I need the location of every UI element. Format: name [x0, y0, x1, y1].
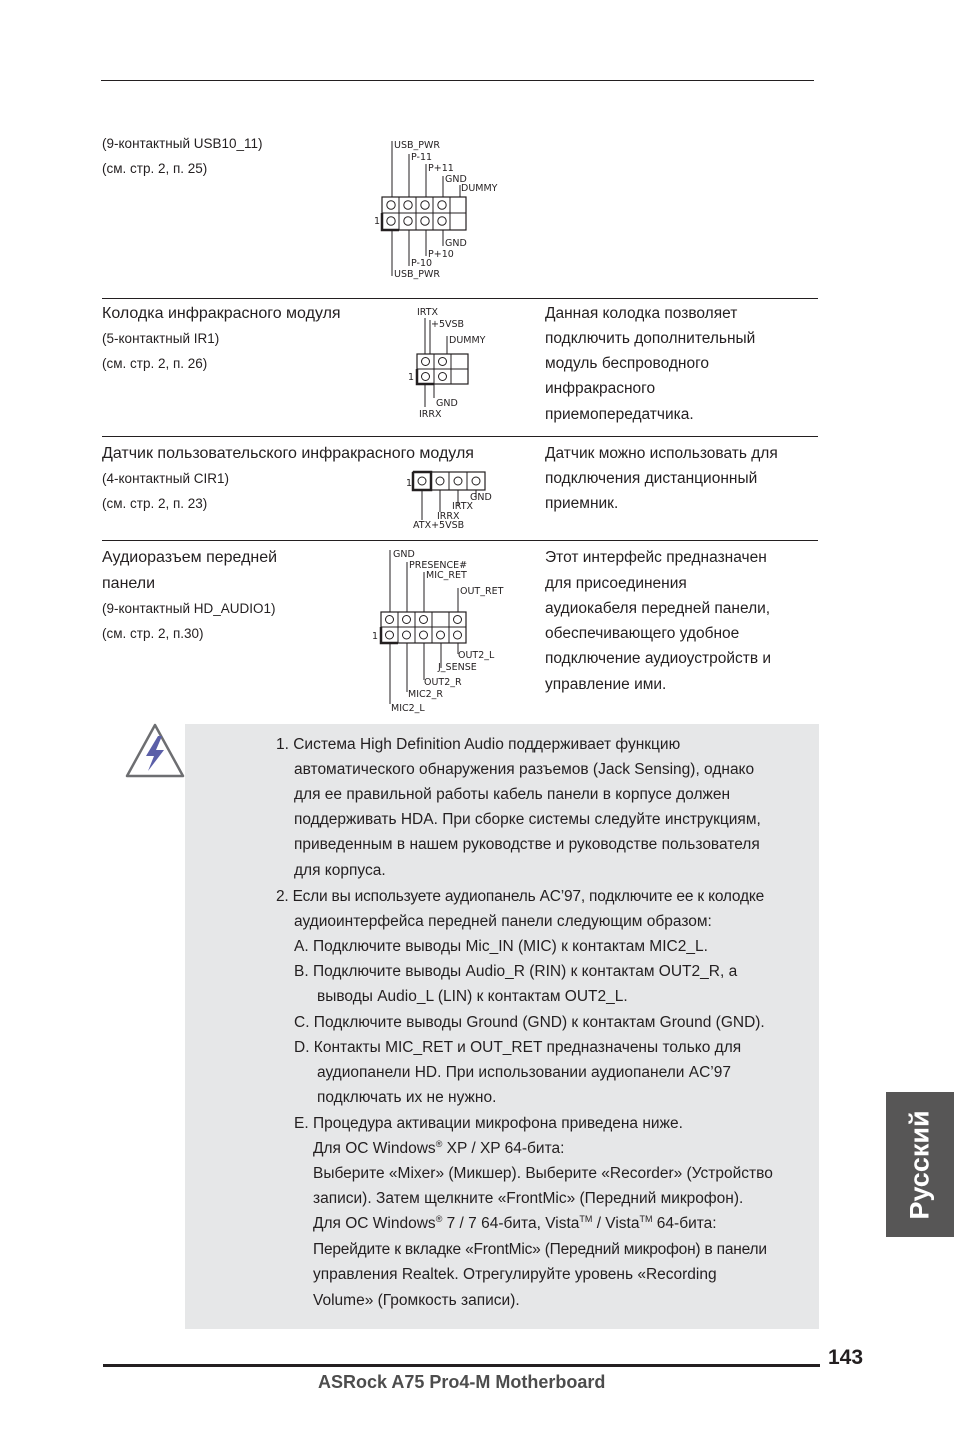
note-1-line-1: 1. Система High Definition Audio поддерживает функцию: [276, 736, 681, 753]
ir-desc-5: приемопередатчика.: [545, 406, 694, 423]
usb-label-gnd-top: GND: [445, 174, 467, 185]
tm-mark: TM: [579, 1213, 593, 1224]
usb-label-dummy: DUMMY: [461, 183, 498, 194]
note-2-e-vista-1: Перейдите к вкладке «FrontMic» (Передний микрофон) в панели: [313, 1241, 767, 1258]
note-2-a: A. Подключите выводы Mic_IN (MIC) к контактам MIC2_L.: [294, 938, 708, 955]
ir-desc-3: модуль беспроводного: [545, 355, 710, 372]
ir-label-dummy: DUMMY: [449, 335, 486, 346]
vista-os-text: Для ОС Windows: [313, 1215, 436, 1232]
usb-label-pin1: 1: [374, 216, 381, 227]
note-2-e-xp-heading: [313, 1136, 564, 1161]
warning-icon: [124, 722, 186, 780]
note-2-e-xp-2: записи). Затем щелкните «FrontMic» (Передний микрофон).: [313, 1190, 744, 1207]
audio-title-2: панели: [102, 575, 156, 592]
note-1-line-3: для ее правильной работы кабель панели в корпусе должен: [294, 786, 731, 803]
note-1-line-5: приведенным в нашем руководстве и руководстве пользователя: [294, 836, 760, 853]
usb-label-usb-pwr-bottom: USB_PWR: [394, 269, 440, 280]
cir-title: Датчик пользовательского инфракрасного модуля: [102, 445, 474, 462]
audio-label-mic2-l: MIC2_L: [391, 703, 425, 714]
usb-label-usb-pwr-top: USB_PWR: [394, 140, 440, 151]
vista-version-text: 7 / 7 64-бита, Vista: [442, 1215, 580, 1232]
note-2-b-2: выводы Audio_L (LIN) к контактам OUT2_L.: [317, 988, 628, 1005]
cir-desc-1: Датчик можно использовать для: [545, 445, 778, 462]
xp-version-text: XP / XP 64-бита:: [442, 1140, 565, 1157]
cir-page-ref: (см. стр. 2, п. 23): [102, 496, 208, 511]
vista-sep-text: / Vista: [592, 1215, 640, 1232]
note-2-e: E. Процедура активации микрофона приведена ниже.: [294, 1115, 683, 1132]
usb-label-p10p: P+10: [428, 249, 454, 260]
audio-desc-6: управление ими.: [545, 676, 667, 693]
cir-label-gnd: GND: [470, 492, 492, 503]
usb-label-p10: P-10: [411, 258, 433, 269]
ir-page-ref: (см. стр. 2, п. 26): [102, 356, 208, 371]
ir-desc-4: инфракрасного: [545, 380, 656, 397]
note-1-line-2: автоматического обнаружения разъемов (Jack Sensing), однако: [294, 761, 755, 778]
note-2-d-2: аудиопанели HD. При использовании аудиопанели AC’97: [317, 1064, 731, 1081]
rule-3: [102, 540, 818, 541]
ir-label-5vsb: +5VSB: [431, 319, 465, 330]
usb-page-ref: (см. стр. 2, п. 25): [102, 161, 208, 176]
footer-brand: ASRock A75 Pro4-M Motherboard: [318, 1372, 606, 1392]
note-2-e-vista-2: управления Realtek. Отрегулируйте уровень «Recording: [313, 1266, 717, 1283]
note-2-d-1: D. Контакты MIC_RET и OUT_RET предназначены только для: [294, 1039, 742, 1056]
ir-label-pin1: 1: [408, 372, 415, 383]
usb-label-gnd-bottom: GND: [445, 238, 467, 249]
note-1-line-6: для корпуса.: [294, 862, 386, 879]
vista-bits-text: 64-бита:: [652, 1215, 717, 1232]
audio-desc-4: обеспечивающего удобное: [545, 625, 740, 642]
usb-pin-count: (9-контактный USB10_11): [102, 136, 263, 151]
ir-header-diagram: [400, 304, 510, 422]
note-1-line-4: поддерживать HDA. При сборке системы следуйте инструкциям,: [294, 811, 761, 828]
rule-2: [102, 436, 818, 437]
ir-title: Колодка инфракрасного модуля: [102, 305, 341, 322]
note-2-line-2: аудиоинтерфейса передней панели следующим образом:: [294, 913, 712, 930]
audio-label-mic-ret: MIC_RET: [426, 570, 467, 581]
note-2-b-1: B. Подключите выводы Audio_R (RIN) к контактам OUT2_R, а: [294, 963, 738, 980]
ir-desc-2: подключить дополнительный: [545, 330, 756, 347]
reg-mark: ®: [435, 1213, 443, 1224]
audio-label-out2-r: OUT2_R: [424, 677, 462, 688]
cir-header-diagram: [400, 468, 510, 532]
language-tab: [886, 1092, 954, 1237]
top-rule: [101, 80, 814, 81]
note-2-c: C. Подключите выводы Ground (GND) к контактам Ground (GND).: [294, 1014, 765, 1031]
xp-os-text: Для ОС Windows: [313, 1140, 436, 1157]
audio-label-j-sense: J_SENSE: [438, 662, 477, 673]
audio-desc-1: Этот интерфейс предназначен: [545, 549, 767, 566]
note-2-line-1: 2. Если вы используете аудиопанель AC’97, подключите ее к колодке: [276, 888, 765, 905]
audio-label-out2-l: OUT2_L: [458, 650, 495, 661]
page-number: 143: [828, 1346, 864, 1369]
usb-label-p11: P-11: [411, 152, 433, 163]
audio-desc-2: для присоединения: [545, 575, 687, 592]
rule-1: [102, 298, 818, 299]
note-2-e-vista-3: Volume» (Громкость записи).: [313, 1292, 520, 1309]
audio-label-pin1: 1: [372, 631, 379, 642]
cir-desc-3: приемник.: [545, 495, 619, 512]
ir-label-irtx: IRTX: [417, 307, 439, 318]
audio-header-diagram: [366, 546, 516, 716]
note-2-d-3: подключать их не нужно.: [317, 1089, 497, 1106]
audio-desc-3: аудиокабеля передней панели,: [545, 600, 771, 617]
ir-pin-count: (5-контактный IR1): [102, 331, 220, 346]
cir-label-irrx: IRRX: [437, 511, 460, 522]
audio-title-1: Аудиоразъем передней: [102, 549, 278, 566]
tm-mark: TM: [639, 1213, 653, 1224]
cir-label-atx5vsb: ATX+5VSB: [413, 520, 465, 531]
audio-pin-count: (9-контактный HD_AUDIO1): [102, 601, 276, 616]
reg-mark: ®: [435, 1138, 443, 1149]
ir-label-gnd: GND: [436, 398, 458, 409]
cir-pin-count: (4-контактный CIR1): [102, 471, 230, 486]
language-tab-label: Русский: [904, 1109, 935, 1220]
audio-page-ref: (см. стр. 2, п.30): [102, 626, 204, 641]
usb-label-p11p: P+11: [428, 163, 454, 174]
ir-label-irrx: IRRX: [419, 409, 442, 420]
note-2-e-vista-heading: [313, 1211, 717, 1236]
cir-label-pin1: 1: [406, 478, 413, 489]
cir-desc-2: подключения дистанционный: [545, 470, 758, 487]
usb-header-diagram: [370, 136, 520, 286]
cir-label-irtx: IRTX: [452, 501, 474, 512]
audio-label-gnd: GND: [393, 549, 415, 560]
note-2-e-xp-1: Выберите «Mixer» (Микшер). Выберите «Recorder» (Устройство: [313, 1165, 773, 1182]
audio-label-presence: PRESENCE#: [409, 560, 468, 571]
audio-label-out-ret: OUT_RET: [460, 586, 504, 597]
ir-desc-1: Данная колодка позволяет: [545, 305, 738, 322]
audio-label-mic2-r: MIC2_R: [408, 689, 444, 700]
audio-desc-5: подключение аудиоустройств и: [545, 650, 772, 667]
footer-rule: [103, 1364, 820, 1367]
